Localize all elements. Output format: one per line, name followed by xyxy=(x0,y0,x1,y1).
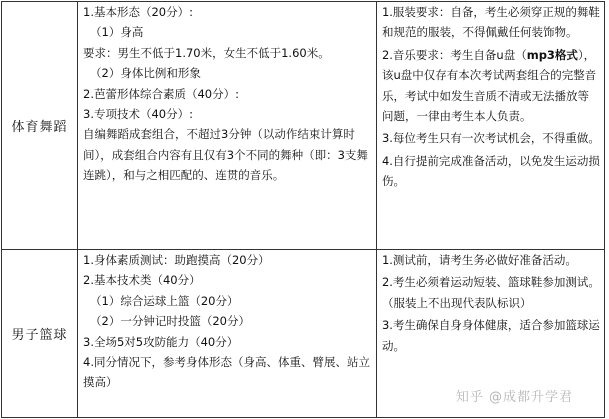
content-line: （2）一分钟记时投篮（20分） xyxy=(90,314,250,329)
requirement-item xyxy=(377,151,604,194)
requirement-item xyxy=(377,45,604,129)
row-label: 体育舞蹈 xyxy=(2,2,78,250)
content-cell xyxy=(78,250,377,418)
content-line: 1.身体素质测试：助跑摸高（20分） xyxy=(83,253,270,267)
content-line: （1）综合运球上篮（20分） xyxy=(90,293,239,308)
requirement-item xyxy=(377,128,604,150)
requirement-item xyxy=(377,250,604,272)
table-row xyxy=(2,2,605,250)
requirement-text: 4.自行提前完成准备活动，以免发生运动损伤。 xyxy=(381,153,600,189)
content-line: （1）身高 xyxy=(90,25,144,40)
exam-requirements-table xyxy=(1,1,605,418)
bold-text: mp3格式 xyxy=(526,47,578,62)
watermark: 知乎 @成都升学君 xyxy=(455,390,573,405)
content-line: 3.专项技术（40分）: xyxy=(83,107,193,122)
requirement-text: 1.服装要求：自备，考生必须穿正规的舞鞋和规范的服装，不得佩戴任何装饰物。 xyxy=(381,5,600,40)
requirement-item xyxy=(377,272,604,315)
requirement-item xyxy=(377,315,604,358)
content-line: 自编舞蹈成套组合，不超过3分钟（以动作结束计算时间），成套组合内容有且仅有3个不同的舞种（即：3支舞连跳），和与之相匹配的、连贯的音乐。 xyxy=(83,127,368,183)
requirement-text: ），该u盘中仅存有本次考试两套组合的完整音乐，考试中如发生音质不清或无法播放等问题，一律由考生本人负责。 xyxy=(381,47,597,124)
requirement-text: 2.考生必须着运动短装、篮球鞋参加测试。（服装上不出现代表队标识） xyxy=(381,275,600,310)
content-line: （2）身体比例和形象 xyxy=(90,66,201,81)
content-cell xyxy=(78,2,377,250)
row-label: 男子篮球 xyxy=(2,250,78,418)
requirement-text: 3.考生确保自身身体健康，适合参加篮球运动。 xyxy=(381,318,600,353)
requirement-text: 3.每位考生只有一次考试机会，不得重做。 xyxy=(381,131,600,146)
content-line: 1.基本形态（20分）: xyxy=(83,5,193,19)
requirement-item xyxy=(377,2,604,45)
content-line: 要求：男生不低于1.70米，女生不低于1.60米。 xyxy=(83,45,330,60)
requirements-cell xyxy=(376,2,604,250)
content-line: 3.全场5对5攻防能力（40分） xyxy=(83,334,239,349)
requirement-text: 1.测试前，请考生务必做好准备活动。 xyxy=(381,253,577,267)
requirement-text: 2.音乐要求：考生自备u盘（ xyxy=(381,47,527,62)
content-line: 2.芭蕾形体综合素质（40分）: xyxy=(83,86,239,101)
content-line: 2.基本技术类（40分） xyxy=(83,273,201,288)
content-line: 4.同分情况下，参考身体形态（身高、体重、臂展、站立摸高） xyxy=(83,355,370,390)
